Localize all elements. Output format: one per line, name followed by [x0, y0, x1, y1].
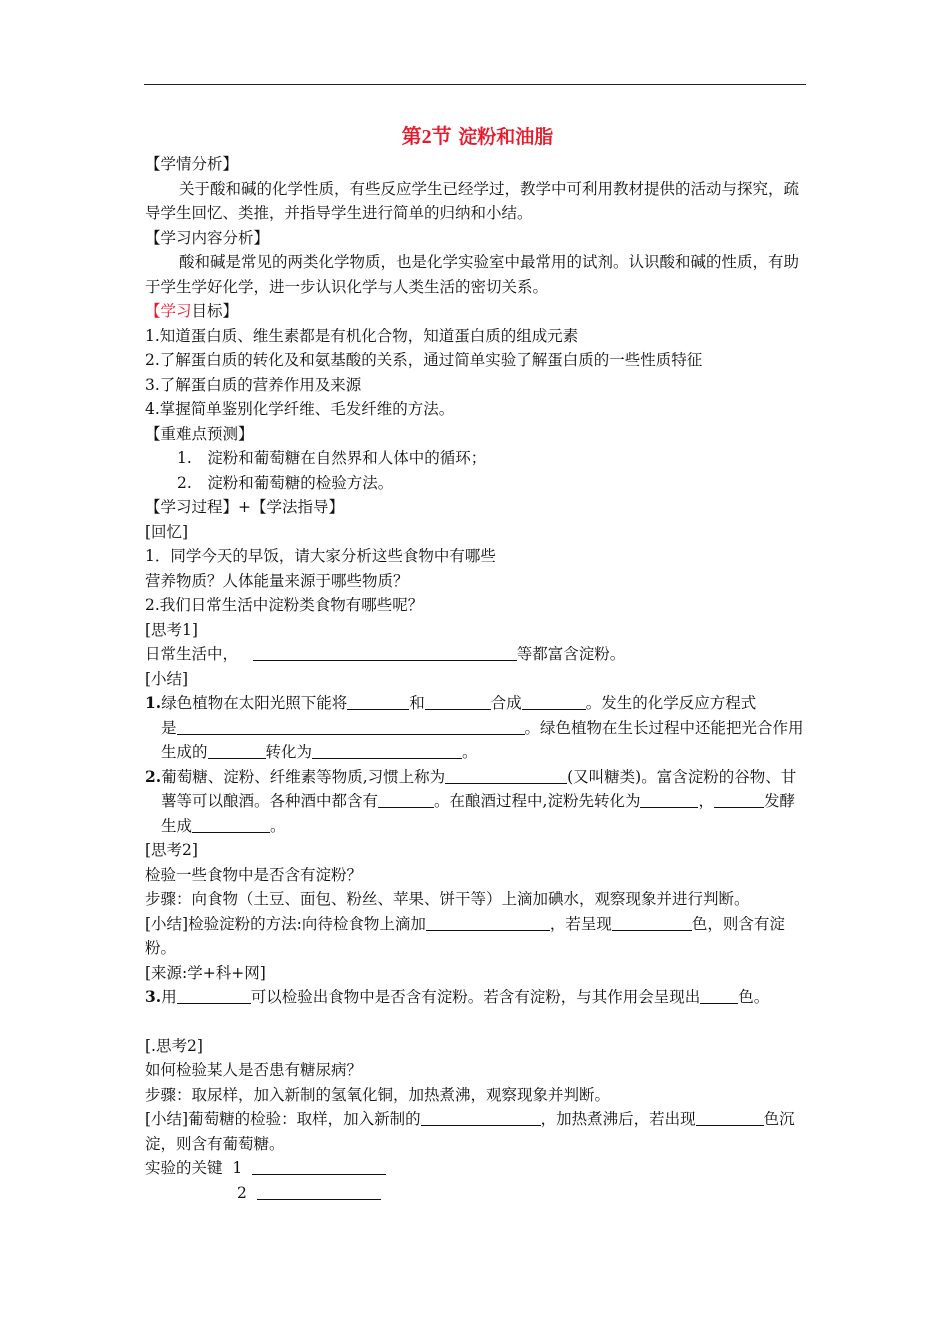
- huiyi-question-2: 2.我们日常生活中淀粉类食物有哪些呢？: [145, 596, 424, 614]
- fill-blank[interactable]: [253, 644, 517, 661]
- fill-blank[interactable]: [425, 693, 491, 710]
- fill-blank[interactable]: [421, 1109, 541, 1126]
- fill-blank[interactable]: [252, 1158, 386, 1175]
- para-xueqing: 关于酸和碱的化学性质，有些反应学生已经学过，教学中可利用教材提供的活动与探究，疏导学生回忆、类推，并指导学生进行简单的归纳和小结。: [145, 179, 800, 222]
- fill-blank[interactable]: [177, 718, 525, 735]
- summary-starch-test: [小结]检验淀粉的方法:向待检食物上滴加 ，若呈现 色，则含有淀粉。: [145, 914, 785, 957]
- sikao2-question: 检验一些食物中是否含有淀粉？: [145, 865, 363, 884]
- fill-blank[interactable]: [208, 742, 266, 759]
- fill-blank[interactable]: [714, 791, 764, 808]
- fill-blank[interactable]: [192, 816, 270, 833]
- fill-blank[interactable]: [696, 1109, 764, 1126]
- fill-blank[interactable]: [445, 767, 567, 784]
- fill-blank[interactable]: [612, 914, 692, 931]
- source-note: [来源:学+科+网]: [145, 963, 266, 982]
- summary-glucose-test: [小结]葡萄糖的检验：取样，加入新制的 ，加热煮沸后，若出现 色沉淀，则含有葡萄糖。: [145, 1110, 795, 1153]
- document-body: [145, 122, 810, 1205]
- page-title: 第2节 淀粉和油脂: [401, 126, 554, 148]
- sikao3-question: 如何检验某人是否患有糖尿病？: [145, 1061, 363, 1079]
- fill-blank[interactable]: [347, 693, 409, 710]
- summary-item-2: 2.葡萄糖、淀粉、纤维素等物质,习惯上称为 (又叫糖类)。富含淀粉的谷物、甘薯等可以酿酒。各种酒中都含有 。在酿酒过程中,淀粉先转化为 ， 发酵生成 。: [145, 766, 797, 835]
- fill-blank[interactable]: [312, 742, 462, 759]
- fill-blank[interactable]: [640, 791, 698, 808]
- huiyi-question-1a: 1．同学今天的早饭，请大家分析这些食物中有哪些: [145, 547, 496, 565]
- sikao1-line: 日常生活中， 等都富含淀粉。: [145, 645, 626, 663]
- fill-blank[interactable]: [700, 987, 738, 1004]
- fill-blank[interactable]: [378, 791, 434, 808]
- experiment-key-1: 实验的关键 1: [145, 1156, 810, 1181]
- section-xiaojie: [小结]: [145, 669, 189, 688]
- experiment-key-2: 2: [145, 1181, 810, 1206]
- fill-blank[interactable]: [426, 914, 550, 931]
- summary-item-3: 3.用 可以检验出食物中是否含有淀粉。若含有淀粉，与其作用会呈现出 色。: [145, 987, 770, 1006]
- section-huiyi: [回忆]: [145, 522, 189, 541]
- goal-item: 1.知道蛋白质、维生素都是有机化合物，知道蛋白质的组成元素: [145, 326, 579, 345]
- goal-item: 4.掌握简单鉴别化学纤维、毛发纤维的方法。: [145, 400, 455, 418]
- summary-item-1: 1.绿色植物在太阳光照下能将 和 合成 。发生的化学反应方程式 是 。绿色植物在生长过程中还能把光合作用生成的 转化为 。: [145, 693, 804, 761]
- sikao2-step: 步骤：向食物（土豆、面包、粉丝、苹果、饼干等）上滴加碘水，观察现象并进行判断。: [145, 890, 750, 908]
- heading-neirong: 【学习内容分析】: [145, 228, 270, 247]
- keypoint-item: 1. 淀粉和葡萄糖在自然界和人体中的循环；: [177, 449, 487, 467]
- fill-blank[interactable]: [177, 987, 251, 1004]
- goal-item: 2.了解蛋白质的转化及和氨基酸的关系，通过简单实验了解蛋白质的一些性质特征: [145, 351, 703, 369]
- section-sikao2: [思考2]: [145, 841, 198, 859]
- section-sikao3: [.思考2]: [145, 1036, 203, 1055]
- heading-mubiao: 【学习目标】: [145, 302, 239, 320]
- heading-zhongnan: 【重难点预测】: [145, 424, 254, 443]
- fill-blank[interactable]: [522, 693, 586, 710]
- fill-blank[interactable]: [257, 1183, 381, 1200]
- section-sikao1: [思考1]: [145, 620, 198, 639]
- sikao3-step: 步骤：取尿样，加入新制的氢氧化铜，加热煮沸，观察现象并判断。: [145, 1085, 611, 1104]
- heading-xueqing: 【学情分析】: [145, 155, 239, 173]
- huiyi-question-1b: 营养物质？人体能量来源于哪些物质？: [145, 571, 409, 590]
- header-rule: [144, 84, 806, 85]
- goal-item: 3.了解蛋白质的营养作用及来源: [145, 375, 362, 394]
- keypoint-item: 2. 淀粉和葡萄糖的检验方法。: [177, 473, 394, 492]
- heading-guocheng: 【学习过程】+【学法指导】: [145, 498, 344, 516]
- para-neirong: 酸和碱是常见的两类化学物质，也是化学实验室中最常用的试剂。认识酸和碱的性质，有助于学生学好化学，进一步认识化学与人类生活的密切关系。: [145, 253, 800, 296]
